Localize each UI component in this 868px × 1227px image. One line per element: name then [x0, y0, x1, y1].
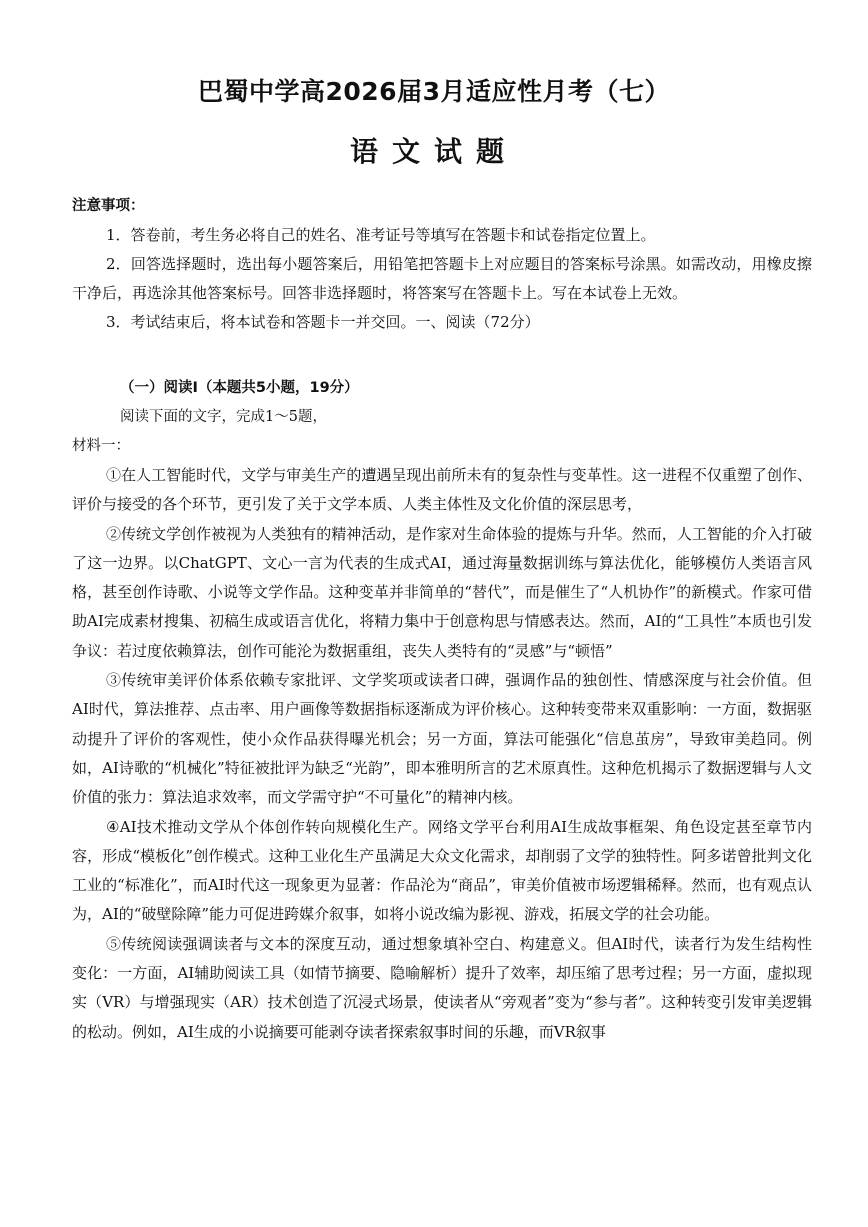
exam-title: 巴蜀中学高2026届3月适应性月考（七）	[198, 77, 670, 106]
paragraph-1: ①在人工智能时代，文学与审美生产的遭遇呈现出前所未有的复杂性与变革性。这一进程不仅重塑了创作、评价与接受的各个环节，更引发了关于文学本质、人类主体性及文化价值的深层思考，	[72, 466, 812, 514]
reading-section-title: （一）阅读Ⅰ（本题共5小题，19分）	[120, 380, 359, 396]
paragraph-5: ⑤传统阅读强调读者与文本的深度互动，通过想象填补空白、构建意义。但AI时代，读者行为发生结构性变化：一方面，AI辅助阅读工具（如情节摘要、隐喻解析）提升了效率，却压缩了思考过程；另一方面，虚拟现实（VR）与增强现实（AR）技术创造了沉浸式场景，使读者从“旁观者”变为“参与者”。这种转变引发审美逻辑的松动。例如，AI生成的小说摘要可能剥夺读者探索叙事时间的乐趣，而VR叙事	[72, 934, 812, 1041]
notice-item-1: 1．答卷前，考生务必将自己的姓名、准考证号等填写在答题卡和试卷指定位置上。	[106, 226, 656, 244]
notice-item-3: 3．考试结束后，将本试卷和答题卡一并交回。一、阅读（72分）	[106, 313, 540, 331]
reading-instruction: 阅读下面的文字，完成1～5题，	[120, 409, 327, 425]
paragraph-4: ④AI技术推动文学从个体创作转向规模化生产。网络文学平台利用AI生成故事框架、角色设定甚至章节内容，形成“模板化”创作模式。这种工业化生产虽满足大众文化需求，却削弱了文学的独特性。阿多诺曾批判文化工业的“标准化”，而AI时代这一现象更为显著：作品沦为“商品”，审美价值被市场逻辑稀释。然而，也有观点认为，AI的“破壁除障”能力可促进跨媒介叙事，如将小说改编为影视、游戏，拓展文学的社会功能。	[72, 817, 812, 924]
paragraph-2: ②传统文学创作被视为人类独有的精神活动，是作家对生命体验的提炼与升华。然而，人工智能的介入打破了这一边界。以ChatGPT、文心一言为代表的生成式AI，通过海量数据训练与算法优化，能够模仿人类语言风格，甚至创作诗歌、小说等文学作品。这种变革并非简单的“替代”，而是催生了“人机协作”的新模式。作家可借助AI完成素材搜集、初稿生成或语言优化，将精力集中于创意构思与情感表达。然而，AI的“工具性”本质也引发争议：若过度依赖算法，创作可能沦为数据重组，丧失人类特有的“灵感”与“顿悟”	[72, 524, 812, 660]
reading-section	[72, 374, 812, 1047]
notice-heading: 注意事项：	[72, 198, 145, 214]
notice-item-2: 2．回答选择题时，选出每小题答案后，用铅笔把答题卡上对应题目的答案标号涂黑。如需改动，用橡皮擦干净后，再选涂其他答案标号。回答非选择题时，将答案写在答题卡上。写在本试卷上无效。	[72, 255, 812, 302]
exam-subject-title: 语文试题	[349, 135, 518, 168]
paragraph-3: ③传统审美评价体系依赖专家批评、文学奖项或读者口碑，强调作品的独创性、情感深度与社会价值。但AI时代，算法推荐、点击率、用户画像等数据指标逐渐成为评价核心。这种转变带来双重影响：一方面，数据驱动提升了评价的客观性，使小众作品获得曝光机会；另一方面，算法可能强化“信息茧房”，导致审美趋同。例如，AI诗歌的“机械化”特征被批评为缺乏“光韵”，即本雅明所言的艺术原真性。这种危机揭示了数据逻辑与人文价值的张力：算法追求效率，而文学需守护“不可量化”的精神内核。	[72, 671, 812, 807]
notice-section	[72, 192, 812, 337]
material-label: 材料一：	[72, 438, 130, 454]
